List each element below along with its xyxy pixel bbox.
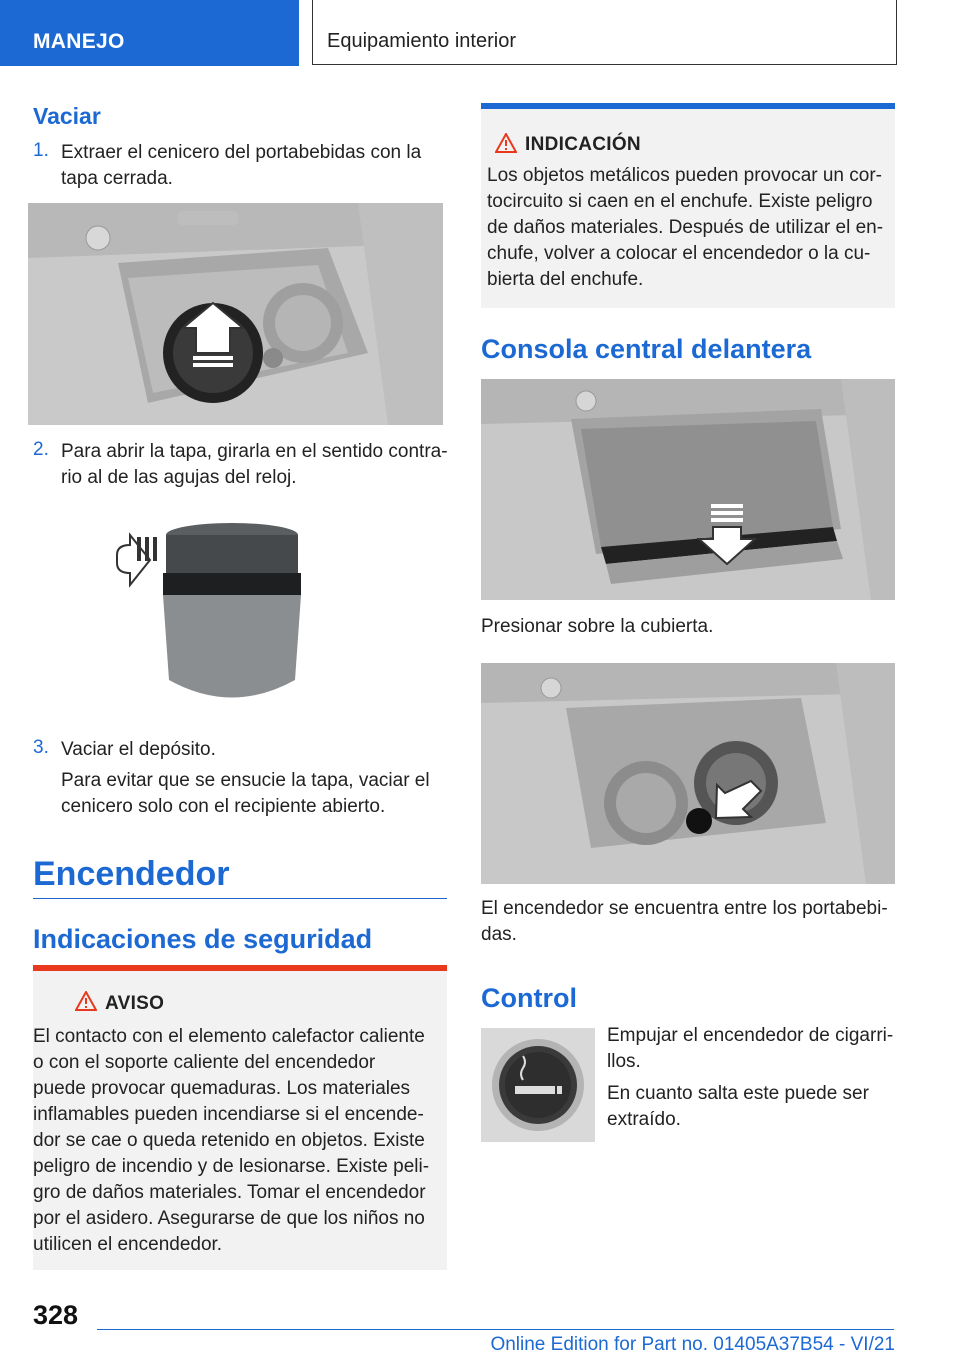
lighter-button-image: [481, 1028, 595, 1142]
control-text: Empujar el encendedor de cigarri- llos.: [607, 1025, 894, 1072]
caption-lighter-location: El encendedor se encuentra entre los portabebi- das.: [481, 898, 888, 945]
vaciar-heading: Vaciar: [33, 103, 101, 129]
chapter-label: Equipamiento interior: [327, 30, 516, 52]
warning-triangle-icon: [495, 133, 517, 153]
step-2-number: 2.: [33, 439, 49, 460]
page-number: 328: [33, 1300, 79, 1330]
caption-press-cover: Presionar sobre la cubierta.: [481, 616, 714, 637]
aviso-box: [33, 965, 447, 1270]
note-bar: [481, 103, 895, 109]
step-3-text: Vaciar el depósito.: [61, 739, 216, 760]
footer-edition: Online Edition for Part no. 01405A37B54 - VI/21: [490, 1334, 895, 1355]
indicacion-box: [481, 103, 895, 308]
chapter-header: [312, 0, 897, 65]
step-3-note: Para evitar que se ensucie la tapa, vaciar el cenicero solo con el recipiente abierto.: [61, 770, 430, 817]
lighter-location-image: [481, 663, 895, 884]
aviso-text: El contacto con el elemento calefactor caliente o con el soporte caliente del encendedor puede provocar quemaduras. Los materiales inflamables pueden incendiarse si el encende- dor se cae o queda retenido en objetos. Existe peligro de incendio y de lesionarse. Existe peli- gro de daños materiales. Tomar el encendedor por el asidero. Asegurarse de que los niños no utilicen el encendedor.: [33, 1026, 430, 1255]
step-1-number: 1.: [33, 140, 49, 161]
seguridad-heading: Indicaciones de seguridad: [33, 924, 373, 954]
aviso-title: AVISO: [105, 993, 165, 1014]
section-tab: [0, 0, 299, 66]
ashtray-removal-image: [28, 203, 443, 425]
section-divider: [33, 898, 447, 899]
control-text-2: En cuanto salta este puede ser extraído.: [607, 1083, 869, 1130]
ashtray-rotate-image: [105, 515, 315, 710]
step-3-number: 3.: [33, 737, 49, 758]
warning-triangle-icon: [75, 991, 97, 1011]
console-cover-image: [481, 379, 895, 600]
warning-bar: [33, 965, 447, 971]
control-heading: Control: [481, 983, 577, 1013]
step-1-text: Extraer el cenicero del portabebidas con la tapa cerrada.: [61, 142, 422, 189]
section-label: MANEJO: [33, 30, 125, 53]
consola-heading: Consola central delantera: [481, 334, 812, 364]
indicacion-title: INDICACIÓN: [525, 134, 641, 155]
step-2-text: Para abrir la tapa, girarla en el sentido contra- rio al de las agujas del reloj.: [61, 441, 448, 488]
footer-divider: [97, 1329, 894, 1330]
encendedor-heading: Encendedor: [33, 855, 230, 893]
indicacion-text: Los objetos metálicos pueden provocar un cor- tocircuito si caen en el enchufe. Existe peligro de daños materiales. Después de utilizar el en- chufe, volver a colocar el encendedor o la cu- bierta del enchufe.: [487, 165, 884, 290]
